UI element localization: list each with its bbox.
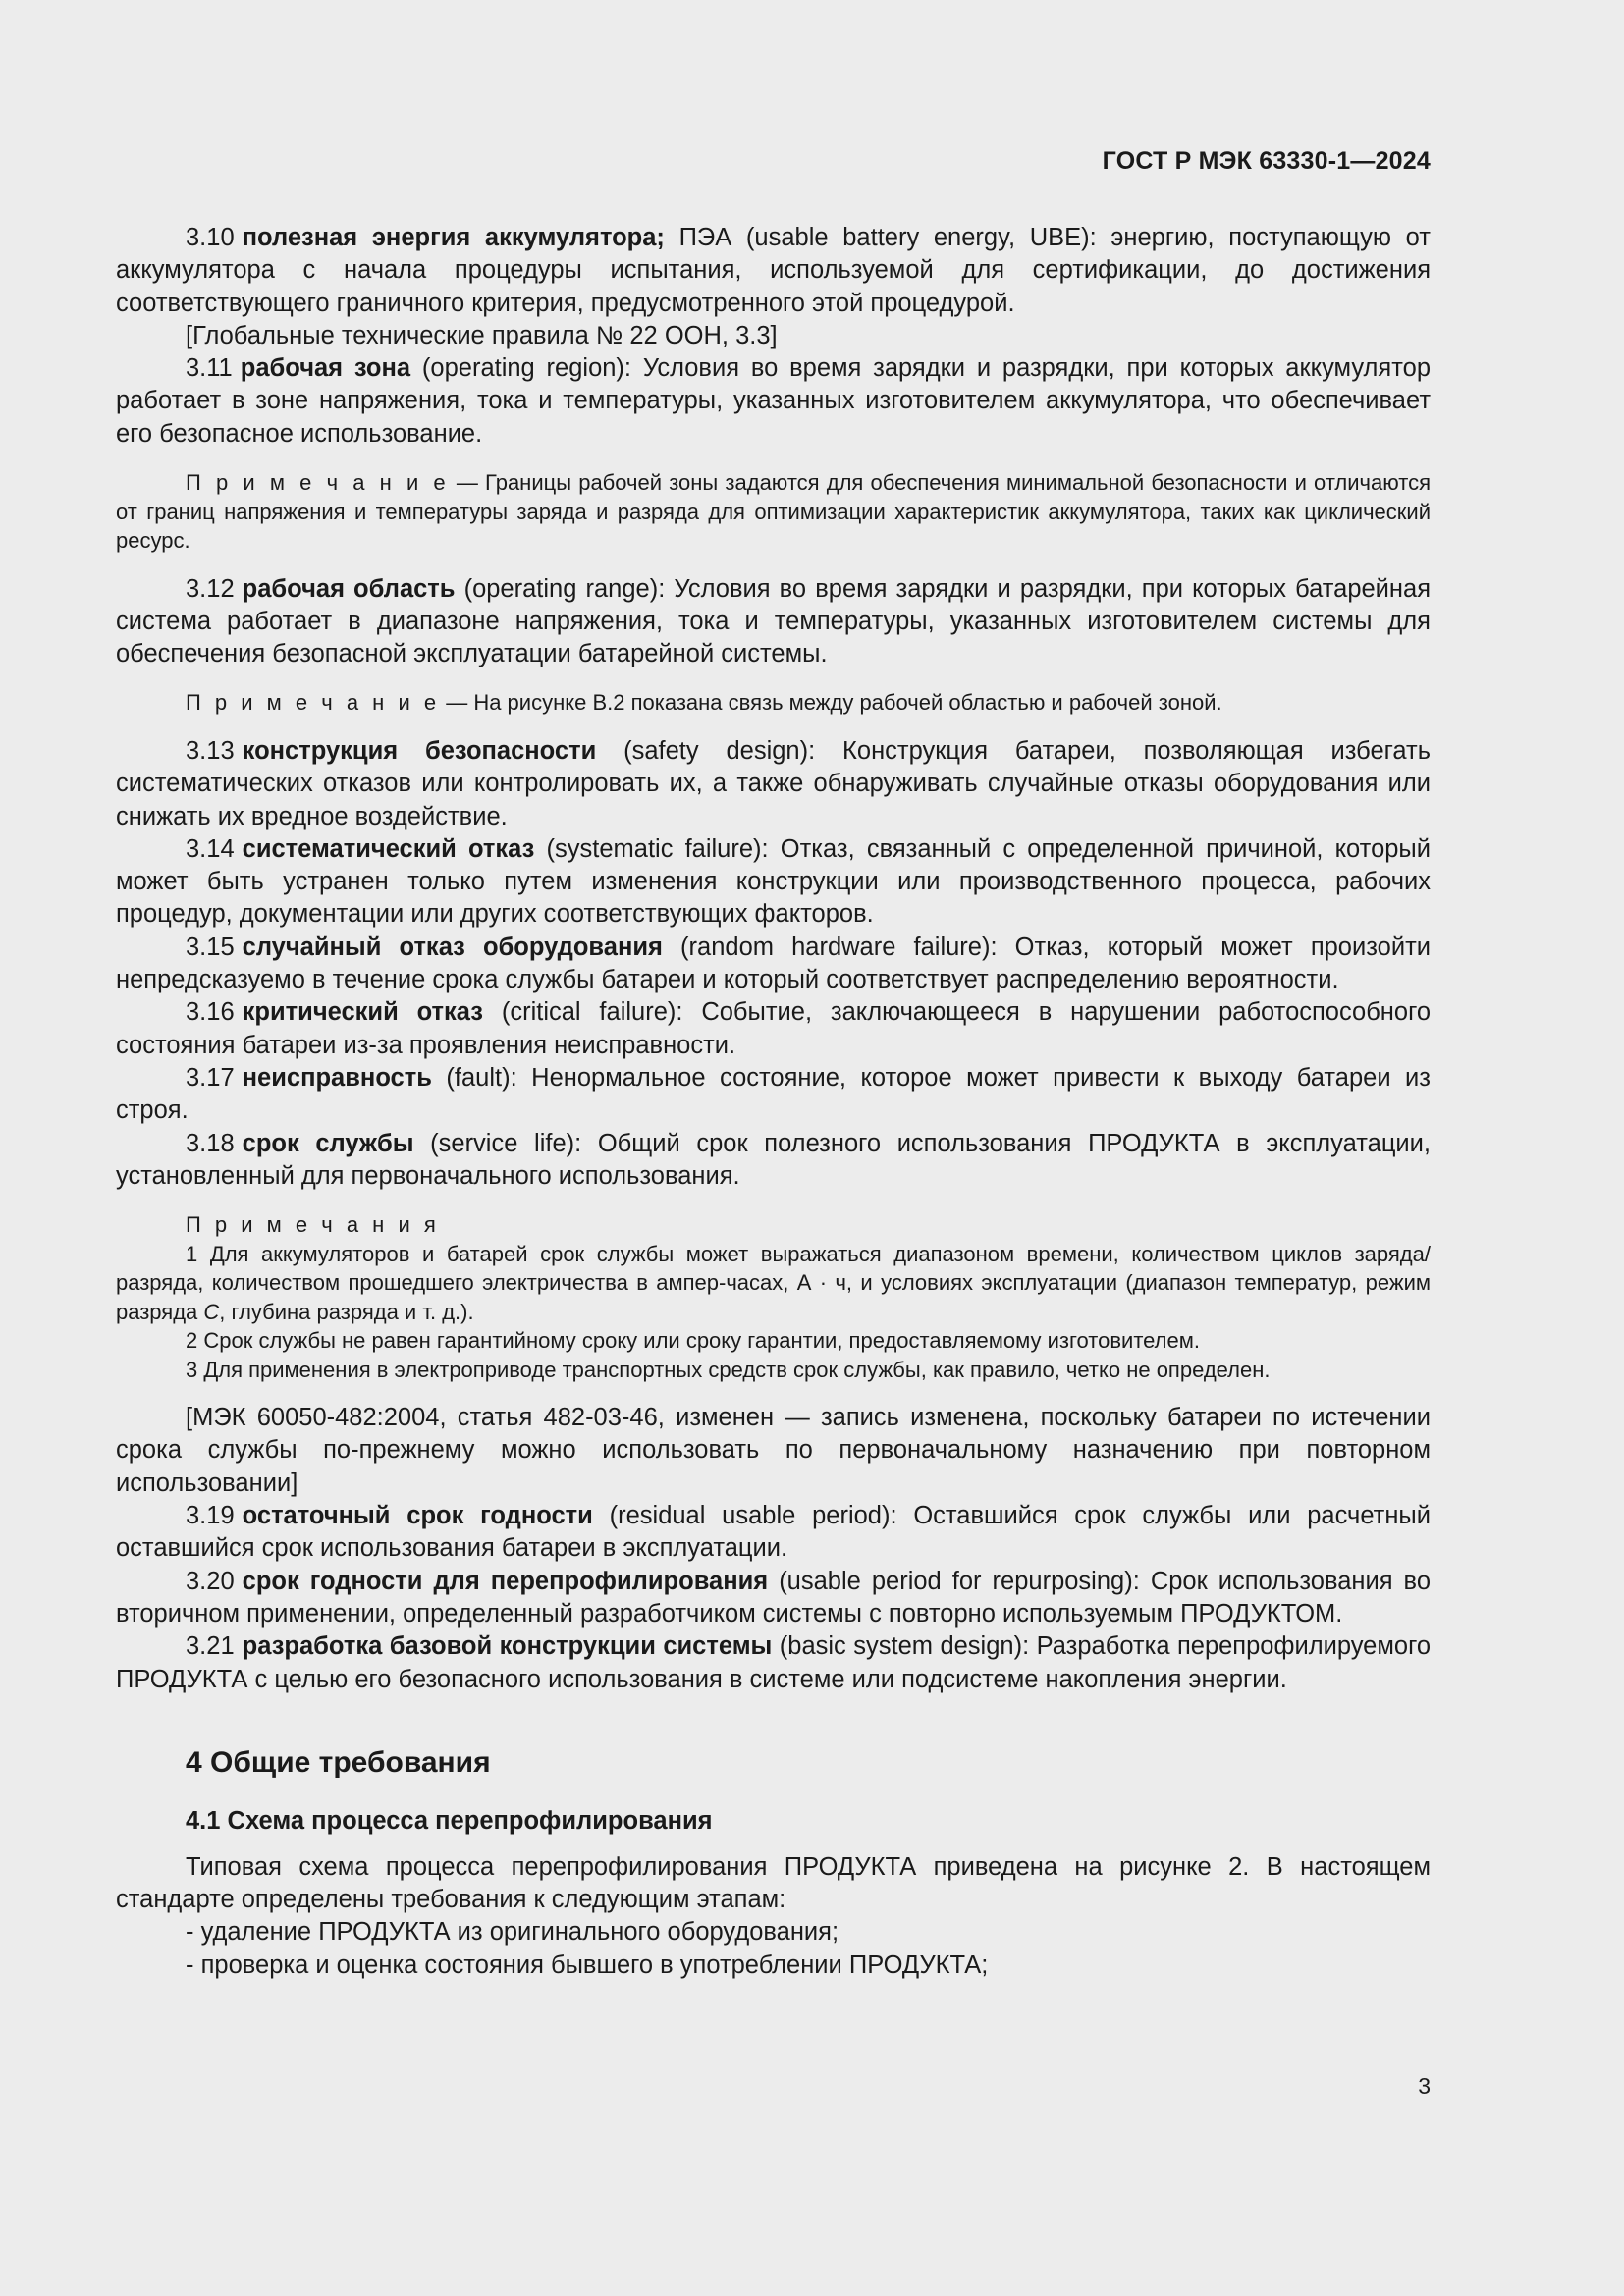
variable-c: C	[203, 1299, 220, 1324]
definition-text: (fault): Ненормальное состояние, которое может привести к выходу батареи из строя.	[116, 1063, 1431, 1125]
term: конструкция безопасности	[242, 736, 597, 765]
definition-3-16	[116, 996, 1431, 1062]
section-heading-4: 4 Общие требования	[186, 1745, 491, 1779]
note-3-3-18: 3 Для применения в электроприводе транспортных средств срок службы, как правило, четко не определен.	[186, 1357, 1271, 1382]
definition-3-17	[116, 1062, 1431, 1128]
note-label: П р и м е ч а н и е	[186, 690, 441, 716]
term: критический отказ	[242, 998, 483, 1027]
definition-3-21	[116, 1630, 1431, 1696]
clause-number: 3.20	[186, 1567, 235, 1595]
term: остаточный срок годности	[242, 1502, 593, 1530]
clause-number: 3.15	[186, 933, 235, 961]
definition-3-11	[116, 352, 1431, 451]
definition-3-12	[116, 573, 1431, 671]
definition-3-10	[116, 222, 1431, 320]
page-number: 3	[1418, 2073, 1431, 2099]
section-4-1-paragraph: Типовая схема процесса перепрофилирования ПРОДУКТА приведена на рисунке 2. В настоящем стандарте определены требования к следующим этапам:	[116, 1852, 1431, 1914]
term: полезная энергия аккумулятора;	[242, 224, 665, 251]
term: систематический отказ	[242, 834, 535, 863]
term: разработка базовой конструкции системы	[242, 1632, 773, 1661]
note-1-3-18	[116, 1240, 1431, 1327]
clause-number: 3.14	[186, 834, 235, 863]
definition-text: (usable period for repurposing): Срок использования во вторичном применении, определенный разработчиком системы с повторно используемым ПРОДУКТОМ.	[116, 1567, 1431, 1628]
note-text: — На рисунке В.2 показана связь между рабочей областью и рабочей зоной.	[440, 690, 1222, 716]
subsection-heading-4-1: 4.1 Схема процесса перепрофилирования	[186, 1806, 713, 1835]
term: срок годности для перепрофилирования	[242, 1567, 769, 1595]
note-text: — Границы рабочей зоны задаются для обеспечения минимальной безопасности и отличаются от границ напряжения и температуры заряда и разряда для оптимизации характеристик аккумулятора, таких как циклический ресурс.	[116, 470, 1431, 554]
term: неисправность	[242, 1063, 432, 1092]
source-reference-3-18: [МЭК 60050-482:2004, статья 482-03-46, изменен — запись изменена, поскольку батареи по истечении срока службы по-прежнему можно использовать по первоначальному назначению при повторном использовании]	[116, 1404, 1431, 1497]
page-content	[116, 222, 1431, 1982]
notes-heading-3-18: П р и м е ч а н и я	[186, 1212, 440, 1238]
note-2-3-18: 2 Срок службы не равен гарантийному сроку или сроку гарантии, предоставляемому изготовителем.	[186, 1328, 1200, 1354]
definition-3-18	[116, 1128, 1431, 1194]
definition-text: (systematic failure): Отказ, связанный с определенной причиной, который может быть устранен только путем изменения конструкции или производственного процесса, рабочих процедур, документации или других соответствующих факторов.	[116, 834, 1432, 929]
clause-number: 3.11	[186, 354, 233, 383]
definition-3-13	[116, 735, 1431, 833]
document-id-header: ГОСТ Р МЭК 63330-1—2024	[1102, 147, 1431, 175]
clause-number: 3.10	[186, 224, 235, 251]
term: срок службы	[242, 1129, 414, 1157]
list-item: - проверка и оценка состояния бывшего в употреблении ПРОДУКТА;	[186, 1950, 989, 1979]
definition-3-14	[116, 833, 1431, 932]
definition-text: (random hardware failure): Отказ, который может произойти непредсказуемо в течение срока службы батареи и который соответствует распределению вероятности.	[116, 933, 1431, 994]
clause-number: 3.17	[186, 1063, 235, 1092]
clause-number: 3.21	[186, 1632, 235, 1661]
note-label: П р и м е ч а н и е	[186, 470, 450, 496]
note-3-12	[116, 688, 1431, 718]
definition-text: (service life): Общий срок полезного использования ПРОДУКТА в эксплуатации, установленный для первоначального использования.	[116, 1129, 1431, 1190]
term: рабочая зона	[240, 354, 411, 383]
definition-3-19	[116, 1500, 1431, 1566]
clause-number: 3.18	[186, 1129, 235, 1157]
definition-text: (basic system design): Разработка перепрофилируемого ПРОДУКТА с целью его безопасного использования в системе или подсистеме накопления энергии.	[116, 1632, 1432, 1693]
clause-number: 3.19	[186, 1502, 235, 1530]
clause-number: 3.16	[186, 998, 235, 1027]
definition-text: (safety design): Конструкция батареи, позволяющая избегать систематических отказов или контролировать их, а также обнаруживать случайные отказы оборудования или снижать их вредное воздействие.	[116, 736, 1431, 830]
clause-number: 3.12	[186, 574, 235, 603]
note-text: 1 Для аккумуляторов и батарей срок службы может выражаться диапазоном времени, количеством циклов заряда/разряда, количеством прошедшего электричества в ампер-часах, А · ч, и условиях эксплуатации (диапазон температур, режим разряда	[116, 1241, 1431, 1324]
definition-text: (operating range): Условия во время зарядки и разрядки, при которых батарейная система работает в диапазоне напряжения, тока и температуры, указанных изготовителем системы для обеспечения безопасной эксплуатации батарейной системы.	[116, 574, 1432, 668]
definition-text: (critical failure): Событие, заключающееся в нарушении работоспособного состояния батареи из-за проявления неисправности.	[116, 998, 1431, 1059]
clause-number: 3.13	[186, 736, 235, 765]
definition-3-15	[116, 932, 1431, 997]
source-reference-3-10: [Глобальные технические правила № 22 ООН, 3.3]	[186, 321, 778, 349]
definition-text: (residual usable period): Оставшийся срок службы или расчетный оставшийся срок использования батареи в эксплуатации.	[116, 1502, 1431, 1563]
list-item: - удаление ПРОДУКТА из оригинального оборудования;	[186, 1918, 839, 1947]
note-3-11	[116, 468, 1431, 556]
note-text-end: , глубина разряда и т. д.).	[219, 1299, 474, 1324]
term: рабочая область	[242, 574, 456, 603]
definition-3-20	[116, 1566, 1431, 1631]
term: случайный отказ оборудования	[242, 933, 663, 961]
definition-text: (operating region): Условия во время зарядки и разрядки, при которых аккумулятор работает в зоне напряжения, тока и температуры, указанных изготовителем аккумулятора, что обеспечивает его безопасное использование.	[116, 354, 1431, 448]
definition-text: ПЭА (usable battery energy, UBE): энергию, поступающую от аккумулятора с начала процедуры испытания, используемой для сертификации, до достижения соответствующего граничного критерия, предусмотренного этой процедурой.	[116, 224, 1431, 317]
